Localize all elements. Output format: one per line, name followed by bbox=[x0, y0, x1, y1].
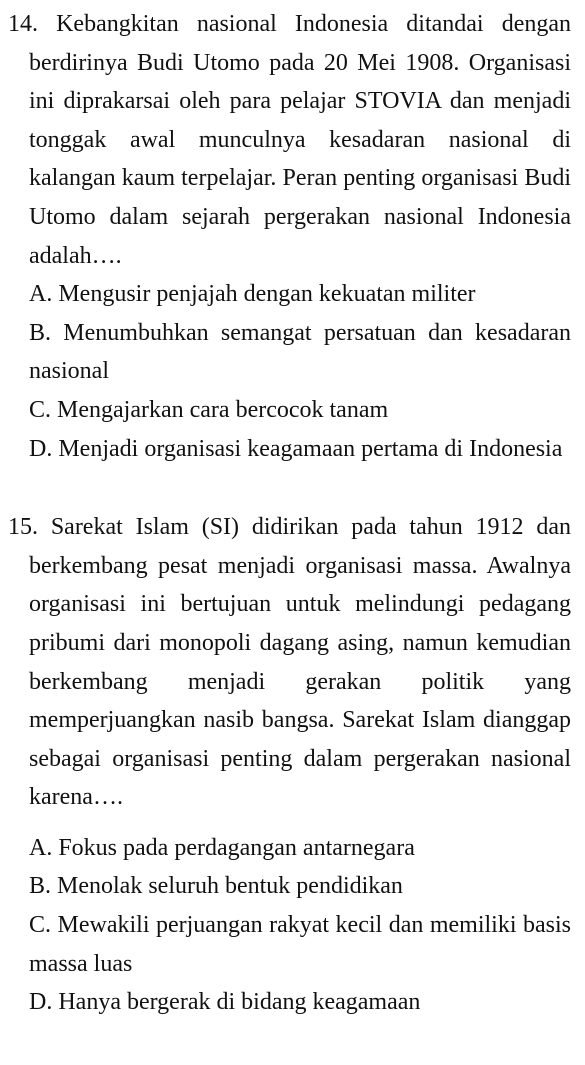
question-15-options bbox=[8, 829, 571, 1022]
question-15-text: Sarekat Islam (SI) didirikan pada tahun 1912 dan berkembang pesat menjadi organisasi massa. Awalnya organisasi ini bertujuan untuk melindungi pedagang pribumi dari monopoli dagang asing, namun kemudian berkembang menjadi gerakan politik yang memperjuangkan nasib bangsa. Sarekat Islam dianggap sebagai organisasi penting dalam pergerakan nasional karena…. bbox=[29, 514, 571, 811]
question-14-option-a: A. Mengusir penjajah dengan kekuatan militer bbox=[29, 281, 476, 308]
question-14-option-b: B. Menumbuhkan semangat persatuan dan kesadaran nasional bbox=[29, 319, 571, 385]
question-14-option-c: C. Mengajarkan cara bercocok tanam bbox=[29, 396, 389, 423]
question-15-option-b: B. Menolak seluruh bentuk pendidikan bbox=[29, 873, 403, 900]
question-14-option-d: D. Menjadi organisasi keagamaan pertama di Indonesia bbox=[29, 435, 563, 462]
question-15-option-d: D. Hanya bergerak di bidang keagamaan bbox=[29, 989, 421, 1016]
question-15-option-c: C. Mewakili perjuangan rakyat kecil dan memiliki basis massa luas bbox=[29, 912, 571, 977]
question-15-option-a: A. Fokus pada perdagangan antarnegara bbox=[29, 834, 415, 861]
question-14-stem bbox=[8, 5, 571, 275]
question-15 bbox=[8, 508, 571, 1022]
question-14 bbox=[8, 5, 571, 468]
question-14-number: 14. bbox=[8, 11, 38, 37]
question-15-stem bbox=[8, 508, 571, 817]
question-14-text: Kebangkitan nasional Indonesia ditandai dengan berdirinya Budi Utomo pada 20 Mei 1908. Organisasi ini diprakarsai oleh para pelajar STOVIA dan menjadi tonggak awal munculnya kesadaran nasional di kalangan kaum terpelajar. Peran penting organisasi Budi Utomo dalam sejarah pergerakan nasional Indonesia adalah…. bbox=[29, 11, 571, 269]
question-14-options bbox=[8, 275, 571, 468]
question-15-number: 15. bbox=[8, 514, 38, 541]
